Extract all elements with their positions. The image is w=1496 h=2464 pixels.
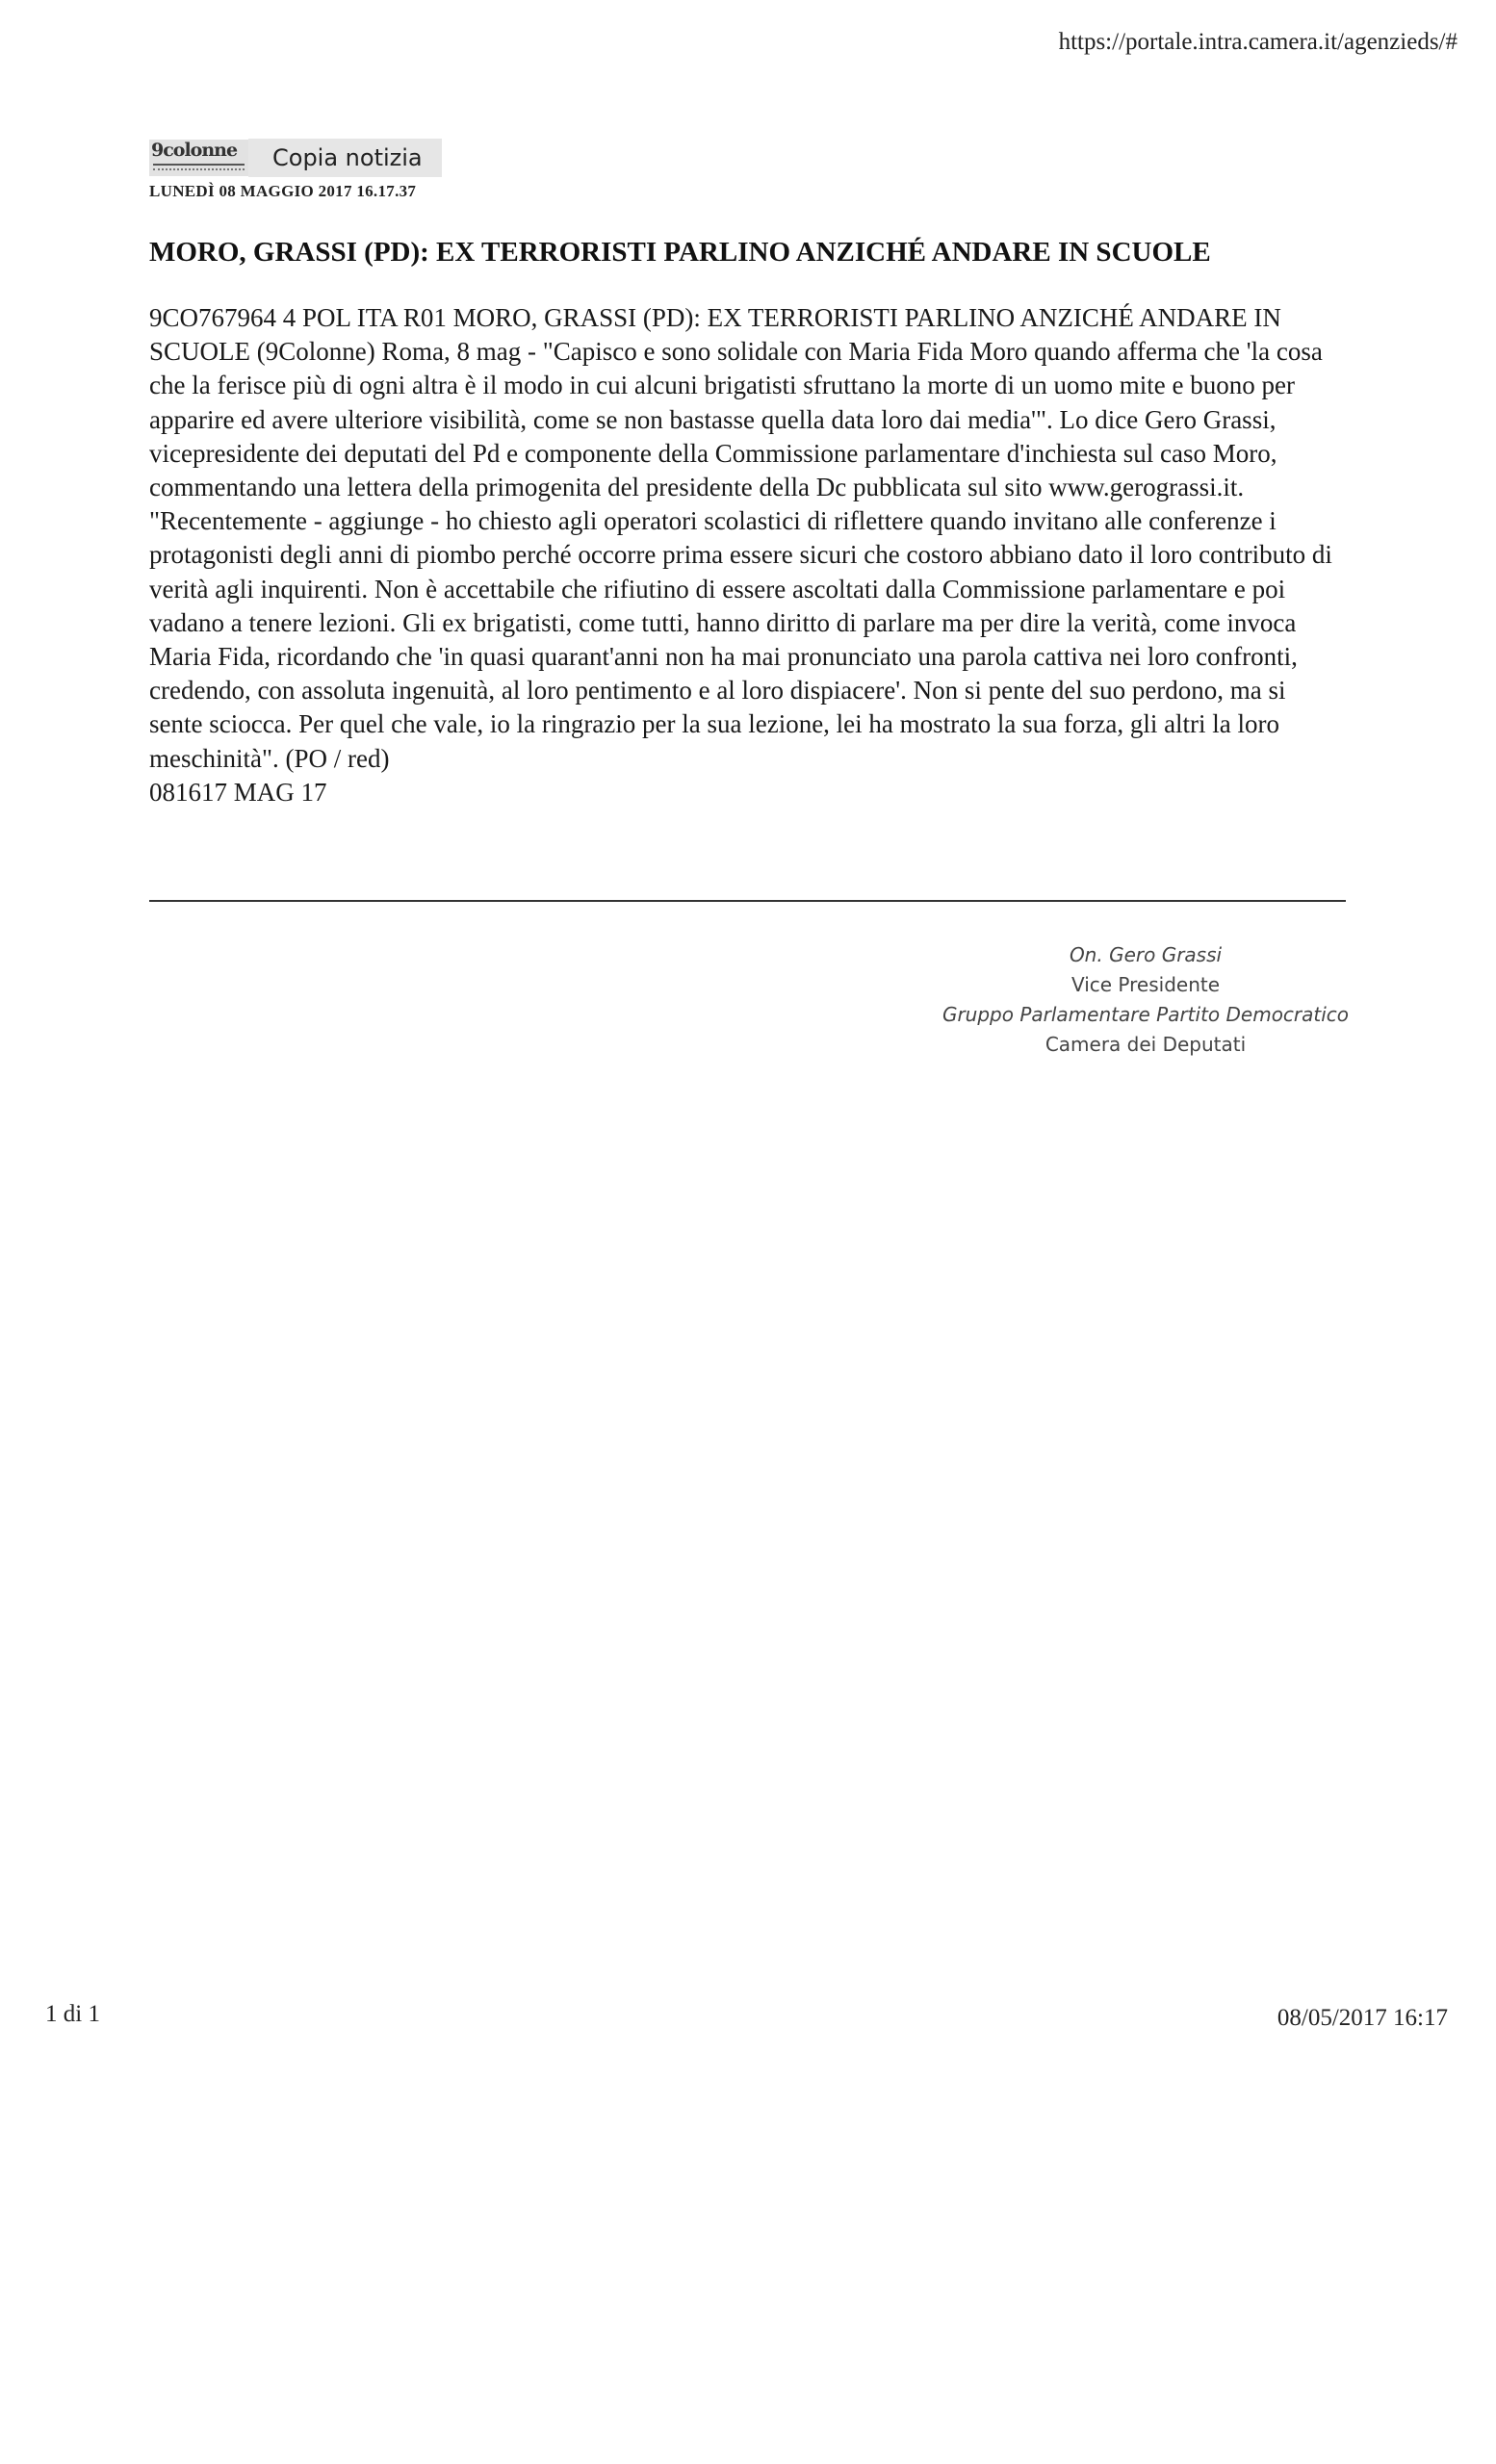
news-body	[149, 301, 1343, 809]
signature-stamp	[924, 940, 1367, 1060]
agency-logo	[149, 140, 248, 176]
logo-rule	[153, 164, 245, 166]
agency-logo-text: 9colonne	[151, 140, 238, 161]
print-timestamp: 08/05/2017 16:17	[1277, 2005, 1448, 2031]
separator-rule	[149, 900, 1346, 902]
signature-group: Gruppo Parlamentare Partito Democratico	[941, 1003, 1350, 1026]
signature-chamber: Camera dei Deputati	[1045, 1033, 1247, 1056]
source-header	[149, 139, 442, 177]
news-date: LUNEDÌ 08 MAGGIO 2017 16.17.37	[149, 182, 417, 200]
news-code: 081617 MAG 17	[149, 777, 327, 807]
signature-role: Vice Presidente	[1070, 973, 1221, 996]
logo-dots	[153, 168, 245, 170]
news-body-text: 9CO767964 4 POL ITA R01 MORO, GRASSI (PD): EX TERRORISTI PARLINO ANZICHÉ ANDARE IN SCUOLE (9Colonne) Roma, 8 mag - "Capisco e sono solidale con Maria Fida Moro quando afferma che 'la cosa che la ferisce più di ogni altra è il modo in cui alcuni brigatisti sfruttano la morte di un uomo mite e buono per apparire ed avere ulteriore visibilità, come se non bastasse quella data loro dai media'". Lo dice Gero Grassi, vicepresidente dei deputati del Pd e componente della Commissione parlamentare d'inchiesta sul caso Moro, commentando una lettera della primogenita del presidente della Dc pubblicata sul sito www.gerograssi.it. "Recentemente - aggiunge - ho chiesto agli operatori scolastici di riflettere quando invitano alle conferenze i protagonisti degli anni di piombo perché occorre prima essere sicuri che costoro abbiano dato il loro contributo di verità agli inquirenti. Non è accettabile che rifiutino di essere ascoltati dalla Commissione parlamentare e poi vadano a tenere lezioni. Gli ex brigatisti, come tutti, hanno diritto di parlare ma per dire la verità, come invoca Maria Fida, ricordando che 'in quasi quarant'anni non ha mai pronunciato una parola cattiva nei loro confronti, credendo, con assoluta ingenuità, al loro pentimento e al loro dispiacere'. Non si pente del suo perdono, ma si sente sciocca. Per quel che vale, io la ringrazio per la sua lezione, lei ha mostrato la sua forza, gli altri la loro meschinità". (PO / red)	[149, 303, 1332, 773]
news-headline: MORO, GRASSI (PD): EX TERRORISTI PARLINO ANZICHÉ ANDARE IN SCUOLE	[149, 237, 1211, 268]
signature-name: On. Gero Grassi	[1069, 943, 1223, 966]
page-number: 1 di 1	[45, 2001, 100, 2027]
page-url: https://portale.intra.camera.it/agenzieds/#	[1058, 29, 1457, 55]
copy-news-button[interactable]: Copia notizia	[248, 139, 442, 177]
